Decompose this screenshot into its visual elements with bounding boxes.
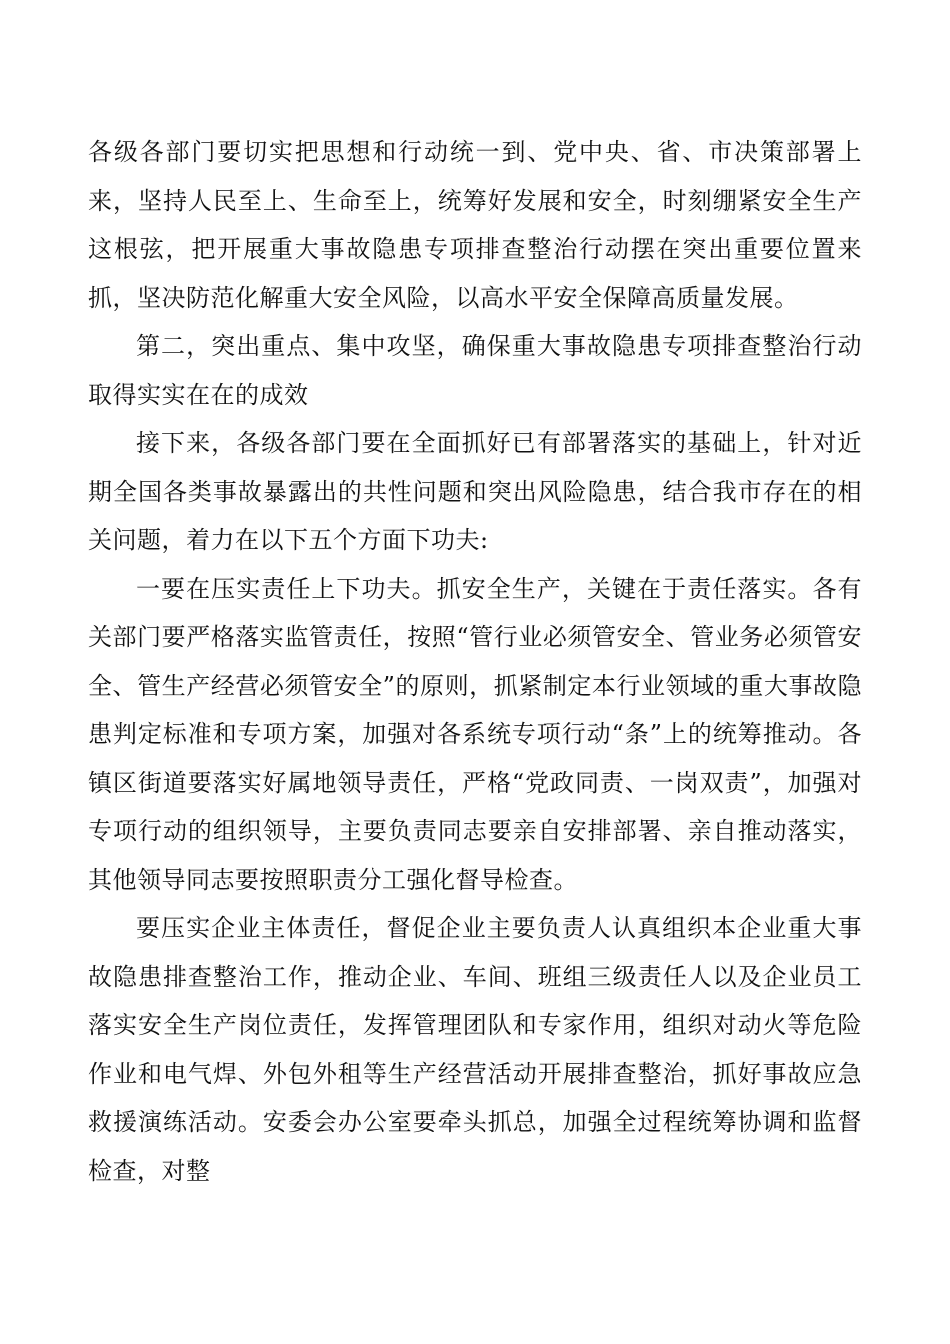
paragraph: 一要在压实责任上下功夫。抓安全生产，关键在于责任落实。各有关部门要严格落实监管责任，按照“管行业必须管安全、管业务必须管安全、管生产经营必须管安全”的原则，抓紧制定本行业领域的重大事故隐患判定标准和专项方案，加强对各系统专项行动“条”上的统筹推动。各镇区街道要落实好属地领导责任，严格“党政同责、一岗双责”，加强对专项行动的组织领导，主要负责同志要亲自安排部署、亲自推动落实，其他领导同志要按照职责分工强化督导检查。 bbox=[88, 574, 862, 894]
paragraph-continuation: 各级各部门要切实把思想和行动统一到、党中央、省、市决策部署上来，坚持人民至上、生命至上，统筹好发展和安全，时刻绷紧安全生产这根弦，把开展重大事故隐患专项排查整治行动摆在突出重要位置来抓，坚决防范化解重大安全风险，以高水平安全保障高质量发展。 bbox=[88, 138, 862, 312]
paragraph: 要压实企业主体责任，督促企业主要负责人认真组织本企业重大事故隐患排查整治工作，推动企业、车间、班组三级责任人以及企业员工落实安全生产岗位责任，发挥管理团队和专家作用，组织对动火等危险作业和电气焊、外包外租等生产经营活动开展排查整治，抓好事故应急救援演练活动。安委会办公室要牵头抓总，加强全过程统筹协调和监督检查，对整 bbox=[88, 914, 862, 1185]
paragraph: 接下来，各级各部门要在全面抓好已有部署落实的基础上，针对近期全国各类事故暴露出的共性问题和突出风险隐患，结合我市存在的相关问题，着力在以下五个方面下功夫: bbox=[88, 429, 862, 554]
section-heading: 第二，突出重点、集中攻坚，确保重大事故隐患专项排查整治行动取得实实在在的成效 bbox=[88, 332, 862, 409]
document-body bbox=[88, 128, 862, 1195]
